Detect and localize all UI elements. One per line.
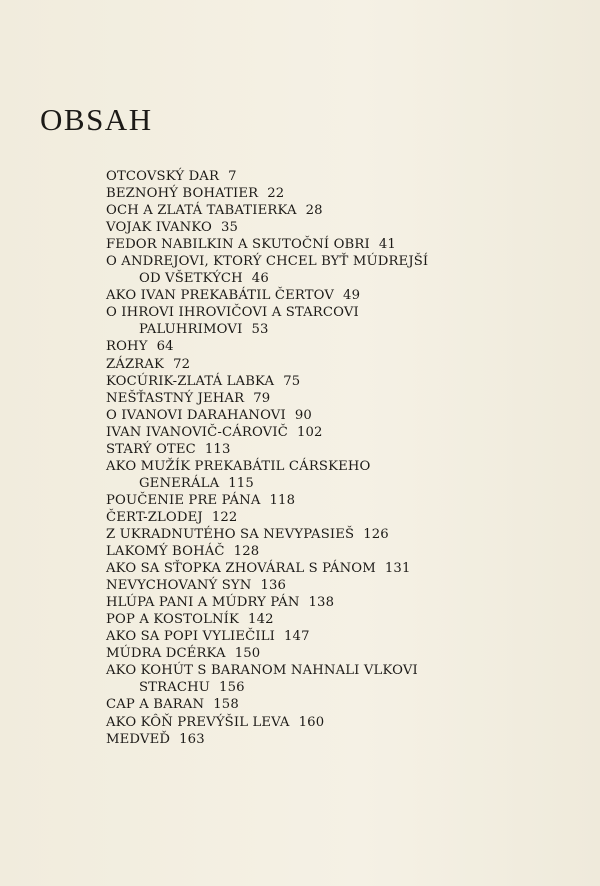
toc-entry-title: O IVANOVI DARAHANOVI [106,407,286,423]
toc-entry [106,628,576,645]
toc-entry-continuation [106,270,576,287]
toc-entry-title: O IHROVI IHROVIČOVI A STARCOVI [106,305,359,321]
toc-entry-title: OTCOVSKÝ DAR [106,169,220,184]
toc-entry [106,509,576,526]
toc-entry-title: AKO KÔŇ PREVÝŠIL LEVA [106,714,290,730]
toc-entry [106,611,576,628]
toc-entry-title: BEZNOHÝ BOHATIER [106,186,259,202]
toc-entry-page: 28 [305,203,323,219]
toc-entry-page: 163 [179,731,205,747]
toc-entry-page: 22 [267,186,285,202]
toc-entry [106,356,576,373]
toc-entry [106,219,576,236]
toc-entry [106,645,576,662]
toc-entry-title: STARÝ OTEC [106,441,196,457]
toc-entry-page: 46 [251,271,269,287]
toc-entry [106,714,576,731]
toc-entry-continuation [106,475,576,492]
toc-entry-title: AKO SA SŤOPKA ZHOVÁRAL S PÁNOM [106,561,376,577]
toc-entry [106,287,576,304]
toc-entry-page: 156 [219,680,245,696]
toc-entry-title: VOJAK IVANKO [106,220,212,236]
page-title: OBSAH [40,102,153,137]
toc-entry-page: 122 [211,509,238,525]
toc-entry-title: AKO IVAN PREKABÁTIL ČERTOV [106,288,335,304]
toc-entry [106,441,576,458]
toc-entry-page: 118 [269,492,296,508]
toc-entry [106,202,576,219]
toc-entry-page: 113 [204,441,231,457]
toc-entry-continuation-text: PALUHRIMOVI [139,322,243,338]
toc-entry-page: 131 [384,561,411,577]
toc-entry [106,492,576,509]
toc-entry [106,185,576,202]
toc-entry [106,560,576,577]
toc-entry [106,338,576,355]
toc-entry [106,373,576,390]
toc-entry-page: 41 [378,237,396,253]
toc-entry-title: NEŠŤASTNÝ JEHAR [106,390,245,406]
toc-entry [106,236,576,253]
toc-entry-page: 72 [173,356,191,372]
toc-entry [106,594,576,611]
toc-entry-title: FEDOR NABILKIN A SKUTOČNÍ OBRI [106,237,370,253]
toc-entry-title: AKO SA POPI VYLIEČILI [106,629,275,645]
toc-entry-page: 160 [298,714,325,730]
toc-entry-title: KOCÚRIK-ZLATÁ LABKA [106,373,275,389]
toc-entry-title: HLÚPA PANI A MÚDRY PÁN [106,595,300,611]
toc-entry-page: 79 [253,390,271,406]
toc-entry [106,390,576,407]
toc-entry-page: 136 [260,578,287,594]
toc-entry-page: 64 [156,339,174,355]
toc-entry [106,526,576,543]
toc-entry-page: 126 [363,526,389,542]
toc-entry-page: 75 [283,373,301,389]
toc-entry-page: 49 [343,288,361,304]
toc-entry [106,168,576,185]
toc-entry-title: ZÁZRAK [106,356,165,372]
toc-entry [106,407,576,424]
toc-entry-page: 90 [294,407,312,423]
toc-entry [106,253,576,287]
toc-entry-title: IVAN IVANOVIČ-CÁROVIČ [106,424,288,440]
toc-entry-page: 102 [296,424,323,440]
toc-entry [106,458,576,492]
toc-entry-page: 115 [228,475,254,491]
toc-entry [106,696,576,713]
toc-entry-title: CAP A BARAN [106,697,205,713]
toc-entry [106,577,576,594]
toc-entry-title: POUČENIE PRE PÁNA [106,492,261,508]
toc-entry-page: 158 [213,697,239,713]
toc-entry-title: LAKOMÝ BOHÁČ [106,544,225,560]
toc-entry [106,424,576,441]
toc-entry-page: 142 [248,612,274,628]
toc-entry-page: 147 [283,629,310,645]
toc-entry-title: ČERT-ZLODEJ [106,509,203,525]
toc-entry-continuation-text: OD VŠETKÝCH [139,271,243,287]
toc-entry-continuation-text: STRACHU [139,680,211,696]
toc-entry-page: 128 [233,544,260,560]
toc-entry-title: NEVYCHOVANÝ SYN [106,578,252,594]
toc-entry [106,662,576,696]
toc-entry [106,304,576,338]
toc-entry-page: 150 [234,646,261,662]
toc-entry-continuation [106,321,576,338]
toc-entry-page: 35 [220,220,239,236]
toc-entry-title: OCH A ZLATÁ TABATIERKA [106,203,297,219]
table-of-contents [106,168,576,748]
toc-entry-page: 138 [308,595,335,611]
toc-entry-title: AKO KOHÚT S BARANOM NAHNALI VLKOVI [106,663,418,679]
toc-entry [106,731,576,748]
toc-entry [106,543,576,560]
toc-entry-title: POP A KOSTOLNÍK [106,612,240,628]
toc-entry-page: 7 [228,169,237,184]
toc-entry-title: MÚDRA DCÉRKA [106,646,226,662]
toc-entry-title: ROHY [106,339,148,355]
toc-entry-title: AKO MUŽÍK PREKABÁTIL CÁRSKEHO [106,458,371,474]
toc-entry-page: 53 [251,322,269,338]
toc-entry-continuation-text: GENERÁLA [139,475,220,491]
toc-entry-title: O ANDREJOVI, KTORÝ CHCEL BYŤ MÚDREJŠÍ [106,254,429,270]
toc-entry-title: Z UKRADNUTÉHO SA NEVYPASIEŠ [106,526,355,542]
toc-entry-continuation [106,679,576,696]
toc-entry-title: MEDVEĎ [106,731,171,747]
